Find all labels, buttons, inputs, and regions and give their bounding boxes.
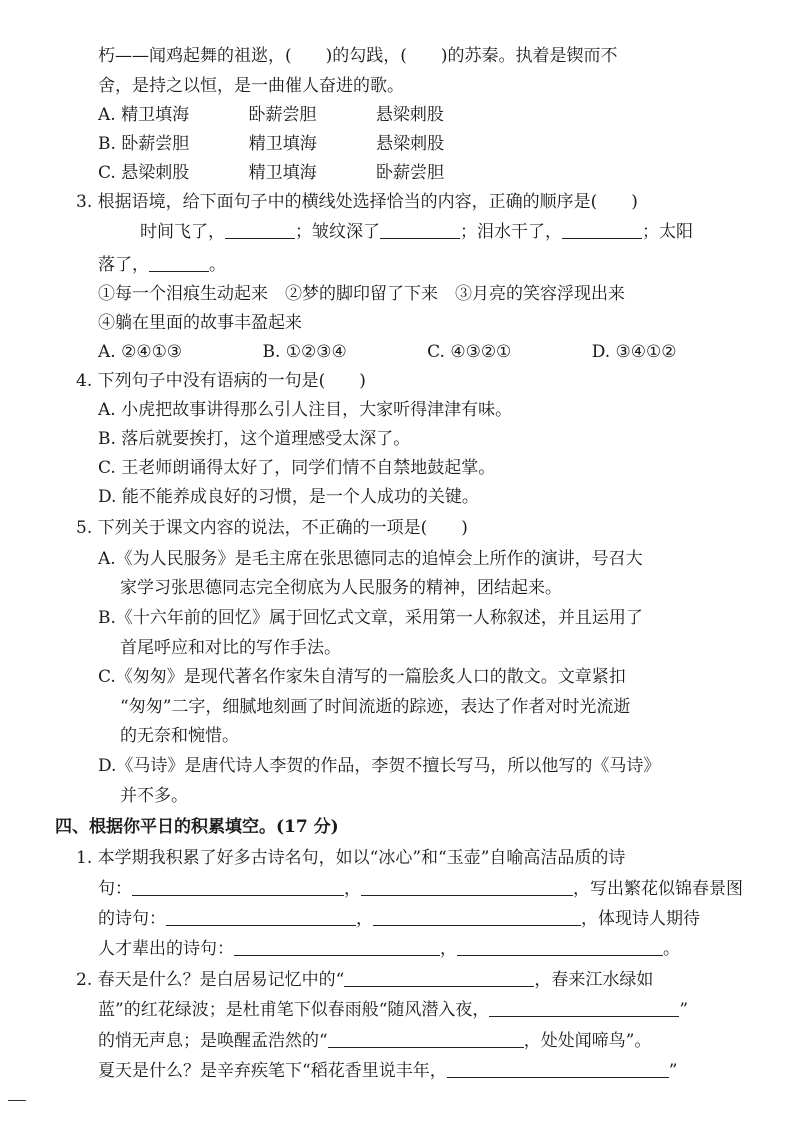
q5-option-b-line2: 首尾呼应和对比的写作手法。 — [120, 638, 341, 658]
s4-q2-line2: 蓝”的红花绿波；是杜甫笔下似春雨般“随风潜入夜， ” — [98, 1000, 689, 1020]
q5-option-c-line3: 的无奈和惋惜。 — [120, 726, 239, 746]
q3-choices-line1: ①每一个泪痕生动起来 ②梦的脚印留了下来 ③月亮的笑容浮现出来 — [98, 284, 625, 304]
blank-field[interactable] — [166, 907, 356, 926]
q4-option-c[interactable]: C. 王老师朗诵得太好了，同学们情不自禁地鼓起掌。 — [98, 458, 496, 478]
blank-field[interactable] — [225, 220, 295, 239]
q3-choices-line2: ④躺在里面的故事丰盈起来 — [98, 313, 302, 333]
q4-stem: 4. 下列句子中没有语病的一句是( ) — [76, 371, 366, 391]
q5-option-c-line1[interactable]: C.《匆匆》是现代著名作家朱自清写的一篇脍炙人口的散文。文章紧扣 — [98, 667, 626, 687]
blank-field[interactable] — [380, 220, 460, 239]
blank-field[interactable] — [447, 1059, 669, 1078]
q2-stem-line1: 朽——闻鸡起舞的祖逖，( )的勾践，( )的苏秦。执着是锲而不 — [98, 46, 618, 66]
q3-answer-d[interactable]: D. ③④①② — [591, 342, 677, 362]
blank-field[interactable] — [457, 937, 663, 956]
s4-q2-line4: 夏天是什么？是辛弃疾笔下“稻花香里说丰年， ” — [98, 1061, 678, 1081]
q2-stem-line2: 舍，是持之以恒，是一曲催人奋进的歌。 — [98, 76, 404, 96]
q5-option-d-line1[interactable]: D.《马诗》是唐代诗人李贺的作品，李贺不擅长写马，所以他写的《马诗》 — [98, 756, 661, 776]
blank-field[interactable] — [373, 907, 581, 926]
q3-answers — [98, 340, 677, 364]
option-label: C. — [98, 163, 116, 183]
blank-field[interactable] — [132, 877, 344, 896]
q5-option-b-line1[interactable]: B.《十六年前的回忆》属于回忆式文章，采用第一人称叙述，并且运用了 — [98, 608, 643, 628]
q4-option-a[interactable]: A. 小虎把故事讲得那么引人注目，大家听得津津有味。 — [98, 400, 513, 420]
s4-q1-line1: 1. 本学期我积累了好多古诗名句，如以“冰心”和“玉壶”自喻高洁品质的诗 — [76, 848, 626, 868]
section-heading: 四、根据你平日的积累填空。(17 分) — [55, 817, 339, 837]
q5-option-c-line2: “匆匆”二字，细腻地刻画了时间流逝的踪迹，表达了作者对时光流逝 — [120, 697, 631, 717]
q2-option-b[interactable]: B. 卧薪尝胆 精卫填海 悬梁刺股 — [98, 134, 445, 154]
s4-q1-line3: 的诗句： ， ，体现诗人期待 — [98, 909, 700, 929]
q4-option-b[interactable]: B. 落后就要挨打，这个道理感受太深了。 — [98, 429, 411, 449]
option-label: B. — [98, 134, 116, 154]
q5-option-a-line2: 家学习张思德同志完全彻底为人民服务的精神，团结起来。 — [120, 578, 562, 598]
blank-field[interactable] — [149, 253, 209, 272]
s4-q2-line1: 2. 春天是什么？是白居易记忆中的“ ，春来江水绿如 — [76, 970, 654, 990]
blank-field[interactable] — [562, 220, 642, 239]
q5-stem: 5. 下列关于课文内容的说法，不正确的一项是( ) — [76, 518, 468, 538]
q3-sentence-line1: 时间飞了， ；皱纹深了 ；泪水干了， ；太阳 — [140, 222, 693, 242]
blank-field[interactable] — [344, 968, 534, 987]
blank-field[interactable] — [361, 877, 573, 896]
q3-answer-a[interactable]: A. ②④①③ — [98, 342, 183, 362]
q2-option-c[interactable]: C. 悬梁刺股 精卫填海 卧薪尝胆 — [98, 163, 445, 183]
s4-q1-line2: 句： ， ，写出繁花似锦春景图 — [98, 879, 743, 899]
page-edge-mark — [8, 1100, 26, 1101]
blank-field[interactable] — [328, 1029, 524, 1048]
q5-option-d-line2: 并不多。 — [120, 786, 188, 806]
q3-sentence-line2: 落了， 。 — [98, 255, 226, 275]
q3-answer-c[interactable]: C. ④③②① — [427, 342, 512, 362]
q4-option-d[interactable]: D. 能不能养成良好的习惯，是一个人成功的关键。 — [98, 487, 479, 507]
q2-option-a[interactable]: A. 精卫填海 卧薪尝胆 悬梁刺股 — [98, 105, 444, 125]
blank-field[interactable] — [489, 998, 679, 1017]
s4-q2-line3: 的悄无声息；是唤醒孟浩然的“ ，处处闻啼鸟”。 — [98, 1031, 652, 1051]
s4-q1-line4: 人才辈出的诗句： ， 。 — [98, 939, 680, 959]
option-label: A. — [98, 105, 116, 125]
blank-field[interactable] — [234, 937, 440, 956]
q5-option-a-line1[interactable]: A.《为人民服务》是毛主席在张思德同志的追悼会上所作的演讲，号召大 — [98, 549, 643, 569]
q3-stem: 3. 根据语境，给下面句子中的横线处选择恰当的内容，正确的顺序是( ) — [76, 192, 638, 212]
q3-answer-b[interactable]: B. ①②③④ — [262, 342, 347, 362]
